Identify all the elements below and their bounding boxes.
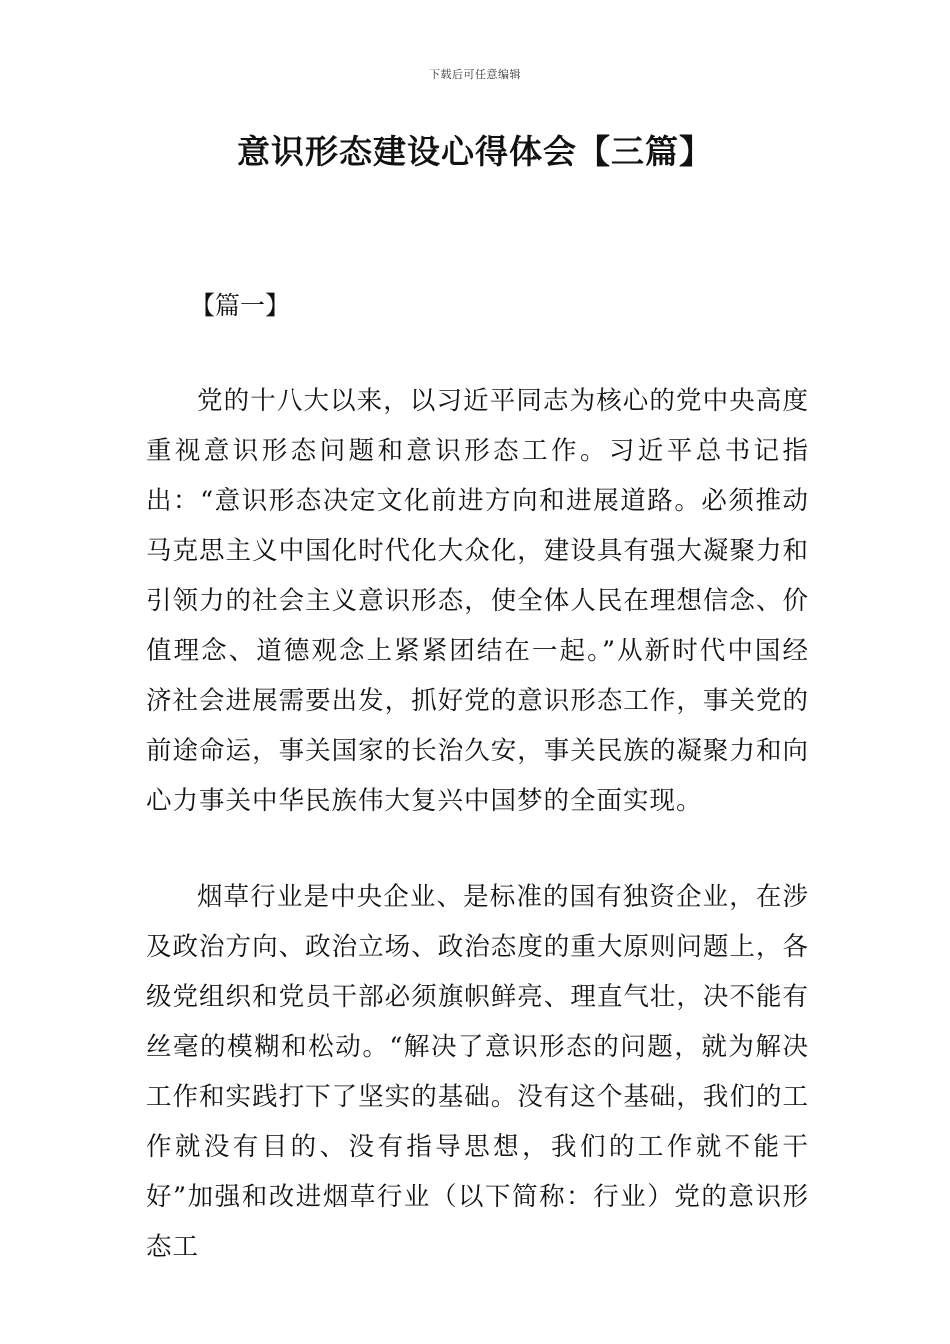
- section-heading: 【篇一】: [190, 291, 291, 320]
- body-paragraph: 党的十八大以来，以习近平同志为核心的党中央高度重视意识形态问题和意识形态工作。习近平总书记指出：“意识形态决定文化前进方向和进展道路。必须推动马克思主义中国化时代化大众化，建设具有强大凝聚力和引领力的社会主义意识形态，使全体人民在理想信念、价值理念、道德观念上紧紧团结在一起。”从新时代中国经济社会进展需要出发，抓好党的意识形态工作，事关党的前途命运，事关国家的长治久安，事关民族的凝聚力和向心力事关中华民族伟大复兴中国梦的全面实现。: [146, 386, 809, 816]
- header-note: 下载后可任意编辑: [429, 68, 521, 81]
- document-title: 意识形态建设心得体会【三篇】: [237, 132, 713, 171]
- body-paragraph: 烟草行业是中央企业、是标准的国有独资企业，在涉及政治方向、政治立场、政治态度的重大原则问题上，各级党组织和党员干部必须旗帜鲜亮、理直气壮，决不能有丝毫的模糊和松动。“解决了意识形态的问题，就为解决工作和实践打下了坚实的基础。没有这个基础，我们的工作就没有目的、没有指导思想，我们的工作就不能干好”加强和改进烟草行业（以下简称：行业）党的意识形态工: [146, 882, 809, 1262]
